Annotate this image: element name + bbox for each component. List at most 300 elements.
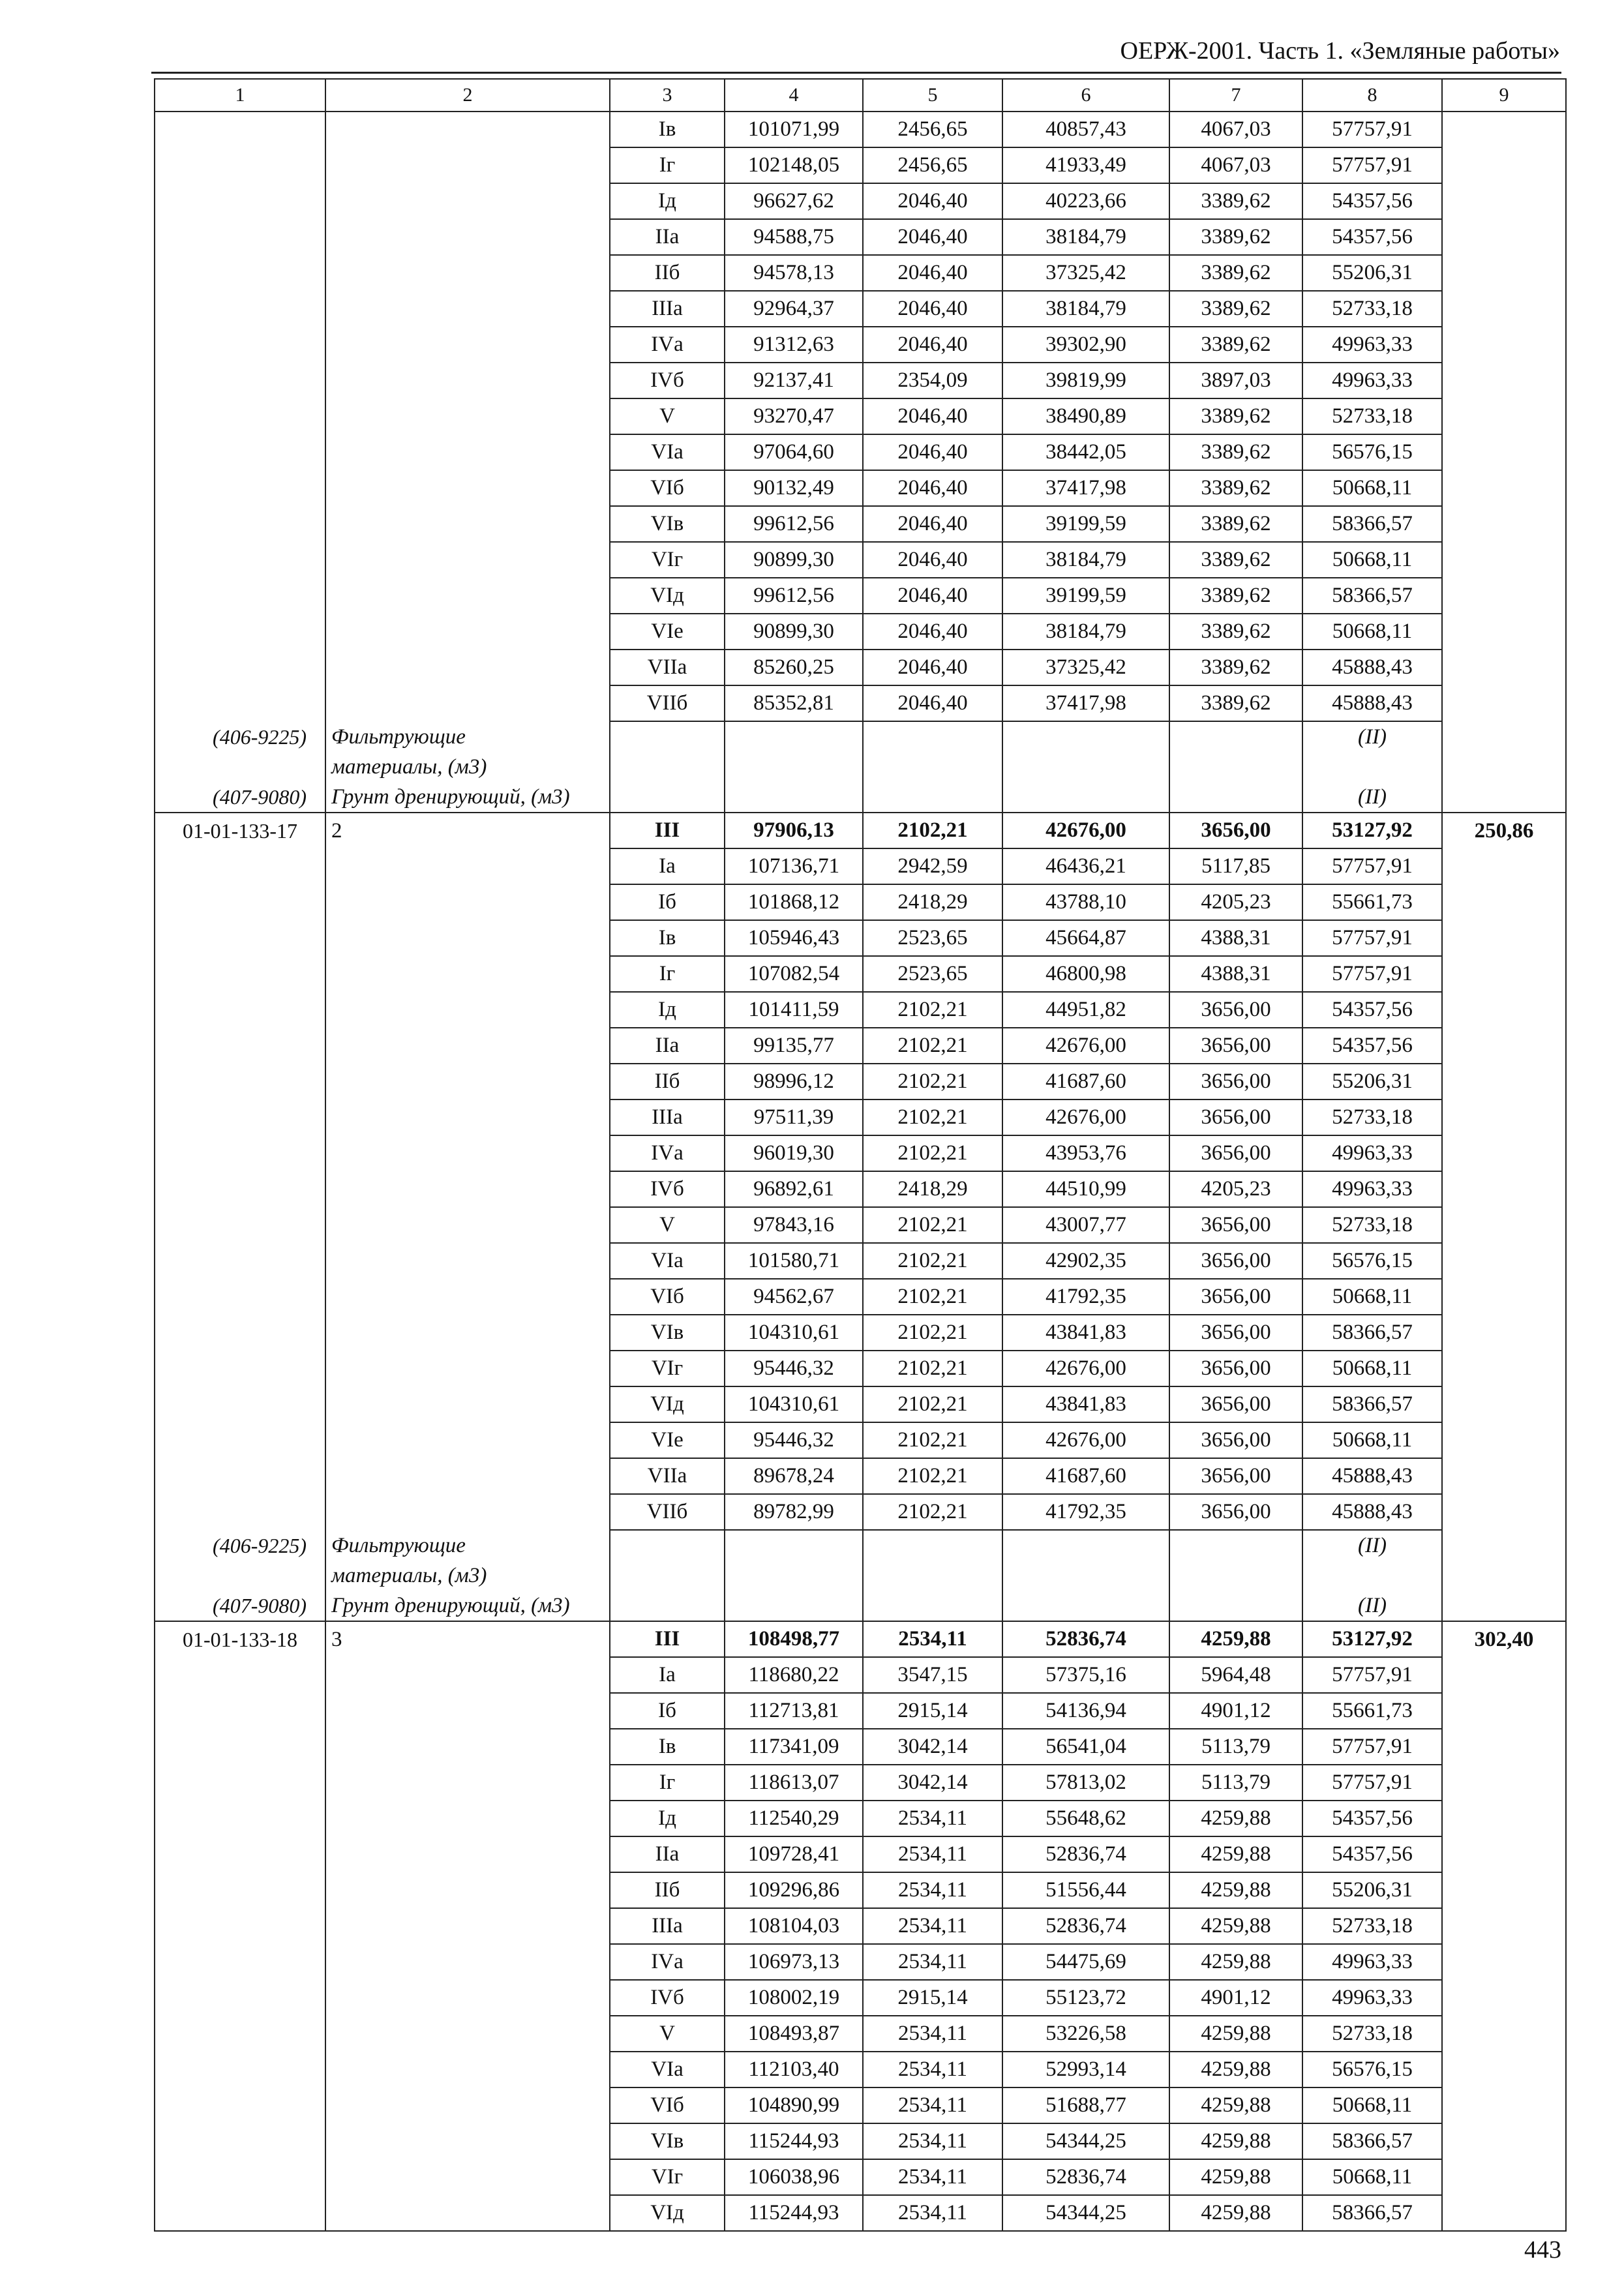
name-cell — [325, 147, 610, 183]
value-cell: 42902,35 — [1002, 1243, 1169, 1279]
value-cell: 89782,99 — [725, 1494, 863, 1530]
value-cell: 112103,40 — [725, 2052, 863, 2087]
code-cell — [155, 848, 325, 884]
zone-cell: IIб — [610, 1872, 725, 1908]
name-cell — [325, 1801, 610, 1836]
total-cell — [1442, 2159, 1566, 2195]
value-cell: 56576,15 — [1302, 2052, 1442, 2087]
empty-cell — [1002, 782, 1169, 813]
value-cell: 45664,87 — [1002, 920, 1169, 956]
value-cell: 58366,57 — [1302, 2195, 1442, 2231]
total-cell — [1442, 1028, 1566, 1064]
total-cell — [1442, 1657, 1566, 1693]
code-cell — [155, 1872, 325, 1908]
table-row — [155, 398, 1566, 434]
name-cell — [325, 2016, 610, 2052]
total-cell — [1442, 956, 1566, 992]
zone-cell: V — [610, 398, 725, 434]
value-cell: 96892,61 — [725, 1171, 863, 1207]
value-cell: 54136,94 — [1002, 1693, 1169, 1729]
value-cell: 3656,00 — [1169, 1243, 1302, 1279]
empty-cell — [725, 1561, 863, 1591]
code-cell — [155, 2123, 325, 2159]
table-row — [155, 2123, 1566, 2159]
material-note-row — [155, 1591, 1566, 1621]
value-cell: 57757,91 — [1302, 848, 1442, 884]
value-cell: 97511,39 — [725, 1100, 863, 1135]
total-cell — [1442, 1872, 1566, 1908]
value-cell: 52733,18 — [1302, 1908, 1442, 1944]
value-cell: 3389,62 — [1169, 578, 1302, 614]
value-cell: 2102,21 — [863, 1386, 1002, 1422]
code-cell — [155, 291, 325, 327]
name-cell — [325, 1693, 610, 1729]
name-cell — [325, 506, 610, 542]
value-cell: 2102,21 — [863, 1207, 1002, 1243]
material-name: Грунт дренирующий, (м3) — [325, 782, 610, 813]
value-cell: 49963,33 — [1302, 327, 1442, 363]
zone-cell: VIб — [610, 2087, 725, 2123]
value-cell: 85260,25 — [725, 650, 863, 685]
code-cell — [155, 1765, 325, 1801]
value-cell: 38184,79 — [1002, 542, 1169, 578]
value-cell: 41687,60 — [1002, 1064, 1169, 1100]
value-cell: 57757,91 — [1302, 956, 1442, 992]
name-cell — [325, 1765, 610, 1801]
value-cell: 3389,62 — [1169, 291, 1302, 327]
value-cell: 112540,29 — [725, 1801, 863, 1836]
value-cell: 52733,18 — [1302, 291, 1442, 327]
value-cell: 57757,91 — [1302, 147, 1442, 183]
value-cell: 4388,31 — [1169, 920, 1302, 956]
value-cell: 2102,21 — [863, 1422, 1002, 1458]
table-row — [155, 2016, 1566, 2052]
zone-cell: VIIб — [610, 1494, 725, 1530]
total-cell — [1442, 1135, 1566, 1171]
value-cell: 2523,65 — [863, 920, 1002, 956]
value-cell: 3656,00 — [1169, 1351, 1302, 1386]
total-cell — [1442, 1980, 1566, 2016]
value-cell: 2102,21 — [863, 1351, 1002, 1386]
value-cell: 4259,88 — [1169, 2159, 1302, 2195]
material-code: (407-9080) — [155, 1591, 325, 1621]
value-cell: 93270,47 — [725, 398, 863, 434]
code-cell — [155, 112, 325, 147]
value-cell: 2046,40 — [863, 542, 1002, 578]
table-row — [155, 506, 1566, 542]
value-cell: 4259,88 — [1169, 1872, 1302, 1908]
value-cell: 101411,59 — [725, 992, 863, 1028]
table-row — [155, 1422, 1566, 1458]
value-cell: 2102,21 — [863, 1458, 1002, 1494]
value-cell: 54357,56 — [1302, 183, 1442, 219]
code-cell — [155, 956, 325, 992]
page-number: 443 — [1524, 2236, 1561, 2264]
rates-table — [154, 78, 1567, 2232]
name-cell — [325, 1944, 610, 1980]
value-cell: 56576,15 — [1302, 434, 1442, 470]
value-cell: 42676,00 — [1002, 1100, 1169, 1135]
value-cell: 108498,77 — [725, 1621, 863, 1657]
value-cell: 42676,00 — [1002, 1422, 1169, 1458]
zone-cell: Iб — [610, 1693, 725, 1729]
table-row — [155, 1657, 1566, 1693]
value-cell: 3656,00 — [1169, 992, 1302, 1028]
value-cell: 2534,11 — [863, 2123, 1002, 2159]
code-cell — [155, 614, 325, 650]
code-cell — [155, 1207, 325, 1243]
table-row — [155, 956, 1566, 992]
value-cell: 101071,99 — [725, 112, 863, 147]
value-cell: 3656,00 — [1169, 813, 1302, 848]
code-cell — [155, 1243, 325, 1279]
material-name: материалы, (м3) — [325, 752, 610, 782]
value-cell: 2102,21 — [863, 1028, 1002, 1064]
zone-cell: Iв — [610, 920, 725, 956]
value-cell: 37325,42 — [1002, 255, 1169, 291]
value-cell: 2102,21 — [863, 1243, 1002, 1279]
empty-cell — [1442, 721, 1566, 752]
value-cell: 57375,16 — [1002, 1657, 1169, 1693]
zone-cell: VIIа — [610, 650, 725, 685]
total-cell — [1442, 848, 1566, 884]
zone-cell: VIд — [610, 578, 725, 614]
name-cell — [325, 992, 610, 1028]
table-row — [155, 848, 1566, 884]
value-cell: 2102,21 — [863, 1064, 1002, 1100]
code-cell — [155, 506, 325, 542]
table-row — [155, 1980, 1566, 2016]
zone-cell: IIа — [610, 1836, 725, 1872]
table-row — [155, 1279, 1566, 1315]
name-cell — [325, 398, 610, 434]
value-cell: 97064,60 — [725, 434, 863, 470]
table-row — [155, 578, 1566, 614]
table-row — [155, 813, 1566, 848]
total-cell — [1442, 255, 1566, 291]
material-code: (407-9080) — [155, 782, 325, 813]
zone-cell: VIг — [610, 542, 725, 578]
name-cell — [325, 884, 610, 920]
zone-cell: IVа — [610, 1135, 725, 1171]
zone-cell: III — [610, 813, 725, 848]
value-cell: 57757,91 — [1302, 1657, 1442, 1693]
value-cell: 45888,43 — [1302, 650, 1442, 685]
empty-cell — [610, 1591, 725, 1621]
name-cell — [325, 1458, 610, 1494]
code-cell — [155, 1458, 325, 1494]
code-cell — [155, 219, 325, 255]
value-cell: 52836,74 — [1002, 2159, 1169, 2195]
value-cell: 2456,65 — [863, 147, 1002, 183]
empty-cell — [1169, 1530, 1302, 1561]
name-cell — [325, 2087, 610, 2123]
empty-cell — [1442, 752, 1566, 782]
value-cell: 52993,14 — [1002, 2052, 1169, 2087]
value-cell: 104310,61 — [725, 1315, 863, 1351]
zone-cell: IVб — [610, 1171, 725, 1207]
value-cell: 38184,79 — [1002, 614, 1169, 650]
code-cell — [155, 1064, 325, 1100]
name-cell — [325, 920, 610, 956]
value-cell: 4259,88 — [1169, 1836, 1302, 1872]
zone-cell: IIIа — [610, 1908, 725, 1944]
name-cell — [325, 255, 610, 291]
zone-cell: VIе — [610, 614, 725, 650]
value-cell: 95446,32 — [725, 1422, 863, 1458]
table-row — [155, 1693, 1566, 1729]
value-cell: 107082,54 — [725, 956, 863, 992]
value-cell: 4259,88 — [1169, 1801, 1302, 1836]
value-cell: 3656,00 — [1169, 1135, 1302, 1171]
value-cell: 2354,09 — [863, 363, 1002, 398]
code-cell: 01-01-133-18 — [155, 1621, 325, 1657]
value-cell: 57757,91 — [1302, 920, 1442, 956]
empty-cell — [863, 782, 1002, 813]
value-cell: 5113,79 — [1169, 1765, 1302, 1801]
value-cell: 2418,29 — [863, 1171, 1002, 1207]
value-cell: 46436,21 — [1002, 848, 1169, 884]
total-cell — [1442, 363, 1566, 398]
table-row — [155, 650, 1566, 685]
total-cell — [1442, 614, 1566, 650]
value-cell: 2523,65 — [863, 956, 1002, 992]
value-cell: 109728,41 — [725, 1836, 863, 1872]
value-cell: 2046,40 — [863, 434, 1002, 470]
empty-cell — [1169, 1561, 1302, 1591]
value-cell: 2046,40 — [863, 327, 1002, 363]
zone-cell: VIб — [610, 470, 725, 506]
value-cell: 42676,00 — [1002, 1028, 1169, 1064]
value-cell: 41792,35 — [1002, 1279, 1169, 1315]
value-cell: 2102,21 — [863, 1279, 1002, 1315]
table-row — [155, 470, 1566, 506]
page-header-title: ОЕРЖ-2001. Часть 1. «Земляные работы» — [1120, 37, 1560, 65]
value-cell: 52836,74 — [1002, 1908, 1169, 1944]
empty-cell — [155, 752, 325, 782]
value-cell: 3547,15 — [863, 1657, 1002, 1693]
name-cell — [325, 1836, 610, 1872]
name-cell — [325, 219, 610, 255]
zone-cell: VIIб — [610, 685, 725, 721]
value-cell: 52733,18 — [1302, 2016, 1442, 2052]
value-cell: 2102,21 — [863, 1494, 1002, 1530]
value-cell: 55206,31 — [1302, 255, 1442, 291]
value-cell: 40223,66 — [1002, 183, 1169, 219]
code-cell — [155, 1100, 325, 1135]
total-cell — [1442, 470, 1566, 506]
table-row — [155, 1801, 1566, 1836]
zone-cell: IIб — [610, 255, 725, 291]
value-cell: 95446,32 — [725, 1351, 863, 1386]
column-number: 9 — [1442, 79, 1566, 112]
table-row — [155, 1064, 1566, 1100]
value-cell: 2456,65 — [863, 112, 1002, 147]
table-row — [155, 1944, 1566, 1980]
table-row — [155, 147, 1566, 183]
value-cell: 4259,88 — [1169, 1944, 1302, 1980]
name-cell — [325, 1279, 610, 1315]
empty-cell — [725, 721, 863, 752]
value-cell: 54344,25 — [1002, 2123, 1169, 2159]
zone-cell: Iг — [610, 147, 725, 183]
value-cell: 90132,49 — [725, 470, 863, 506]
zone-cell: IVб — [610, 363, 725, 398]
empty-cell — [1442, 1530, 1566, 1561]
value-cell: 3389,62 — [1169, 219, 1302, 255]
value-cell: 108104,03 — [725, 1908, 863, 1944]
value-cell: 3656,00 — [1169, 1494, 1302, 1530]
material-note-row — [155, 782, 1566, 813]
total-cell — [1442, 1494, 1566, 1530]
table-row — [155, 920, 1566, 956]
value-cell: 2102,21 — [863, 1135, 1002, 1171]
name-cell: 2 — [325, 813, 610, 848]
zone-cell: Iв — [610, 1729, 725, 1765]
value-cell: 46800,98 — [1002, 956, 1169, 992]
value-cell: 98996,12 — [725, 1064, 863, 1100]
value-cell: 92137,41 — [725, 363, 863, 398]
column-number: 4 — [725, 79, 863, 112]
code-cell — [155, 1028, 325, 1064]
table-row — [155, 2052, 1566, 2087]
value-cell: 108002,19 — [725, 1980, 863, 2016]
table-row — [155, 1458, 1566, 1494]
code-cell — [155, 1657, 325, 1693]
total-cell — [1442, 884, 1566, 920]
table-row — [155, 1872, 1566, 1908]
empty-cell — [1302, 752, 1442, 782]
value-cell: 5964,48 — [1169, 1657, 1302, 1693]
value-cell: 4901,12 — [1169, 1693, 1302, 1729]
total-cell — [1442, 578, 1566, 614]
value-cell: 50668,11 — [1302, 542, 1442, 578]
table-row — [155, 1836, 1566, 1872]
table-row — [155, 1386, 1566, 1422]
value-cell: 54475,69 — [1002, 1944, 1169, 1980]
name-cell — [325, 1908, 610, 1944]
value-cell: 58366,57 — [1302, 1386, 1442, 1422]
material-name: Грунт дренирующий, (м3) — [325, 1591, 610, 1621]
material-note-row — [155, 1561, 1566, 1591]
zone-cell: VIв — [610, 2123, 725, 2159]
value-cell: 4205,23 — [1169, 884, 1302, 920]
value-cell: 55123,72 — [1002, 1980, 1169, 2016]
value-cell: 99612,56 — [725, 578, 863, 614]
zone-cell: VIIа — [610, 1458, 725, 1494]
table-row — [155, 1494, 1566, 1530]
table-row — [155, 1100, 1566, 1135]
value-cell: 42676,00 — [1002, 1351, 1169, 1386]
total-cell — [1442, 327, 1566, 363]
value-cell: 108493,87 — [725, 2016, 863, 2052]
value-cell: 49963,33 — [1302, 1980, 1442, 2016]
value-cell: 52836,74 — [1002, 1836, 1169, 1872]
name-cell — [325, 1207, 610, 1243]
total-cell — [1442, 398, 1566, 434]
table-row — [155, 112, 1566, 147]
value-cell: 39302,90 — [1002, 327, 1169, 363]
value-cell: 49963,33 — [1302, 1944, 1442, 1980]
zone-cell: VIа — [610, 434, 725, 470]
total-cell — [1442, 1422, 1566, 1458]
value-cell: 2942,59 — [863, 848, 1002, 884]
name-cell — [325, 956, 610, 992]
code-cell — [155, 2159, 325, 2195]
value-cell: 58366,57 — [1302, 2123, 1442, 2159]
zone-cell: VIа — [610, 1243, 725, 1279]
name-cell — [325, 1729, 610, 1765]
column-number: 8 — [1302, 79, 1442, 112]
value-cell: 4259,88 — [1169, 1908, 1302, 1944]
material-code: (406-9225) — [155, 1530, 325, 1561]
zone-cell: IIа — [610, 1028, 725, 1064]
empty-cell — [610, 782, 725, 813]
code-cell — [155, 434, 325, 470]
name-cell — [325, 1386, 610, 1422]
code-cell — [155, 2052, 325, 2087]
table-row — [155, 327, 1566, 363]
empty-cell — [863, 1530, 1002, 1561]
zone-cell: VIб — [610, 1279, 725, 1315]
table-row — [155, 2195, 1566, 2231]
zone-cell: III — [610, 1621, 725, 1657]
code-cell — [155, 920, 325, 956]
name-cell — [325, 1980, 610, 2016]
value-cell: 40857,43 — [1002, 112, 1169, 147]
total-cell — [1442, 1944, 1566, 1980]
value-cell: 45888,43 — [1302, 685, 1442, 721]
name-cell — [325, 1243, 610, 1279]
table-row — [155, 291, 1566, 327]
value-cell: 49963,33 — [1302, 1135, 1442, 1171]
total-cell: 250,86 — [1442, 813, 1566, 848]
value-cell: 117341,09 — [725, 1729, 863, 1765]
total-cell — [1442, 1693, 1566, 1729]
value-cell: 118680,22 — [725, 1657, 863, 1693]
code-cell — [155, 1422, 325, 1458]
value-cell: 107136,71 — [725, 848, 863, 884]
table-row — [155, 1135, 1566, 1171]
code-cell — [155, 542, 325, 578]
value-cell: 3389,62 — [1169, 614, 1302, 650]
name-cell — [325, 2159, 610, 2195]
zone-cell: VIг — [610, 2159, 725, 2195]
value-cell: 49963,33 — [1302, 1171, 1442, 1207]
value-cell: 3389,62 — [1169, 470, 1302, 506]
material-name: Фильтрующие — [325, 1530, 610, 1561]
code-cell — [155, 1279, 325, 1315]
material-note-row — [155, 1530, 1566, 1561]
total-cell — [1442, 1765, 1566, 1801]
empty-cell — [725, 752, 863, 782]
empty-cell — [1442, 1591, 1566, 1621]
name-cell — [325, 1657, 610, 1693]
zone-cell: Iв — [610, 112, 725, 147]
name-cell — [325, 434, 610, 470]
table-row — [155, 685, 1566, 721]
value-cell: 52733,18 — [1302, 1100, 1442, 1135]
value-cell: 2046,40 — [863, 506, 1002, 542]
column-number: 5 — [863, 79, 1002, 112]
code-cell — [155, 1729, 325, 1765]
value-cell: 94588,75 — [725, 219, 863, 255]
value-cell: 115244,93 — [725, 2123, 863, 2159]
value-cell: 2534,11 — [863, 1872, 1002, 1908]
total-cell — [1442, 1064, 1566, 1100]
code-cell — [155, 1315, 325, 1351]
code-cell — [155, 183, 325, 219]
